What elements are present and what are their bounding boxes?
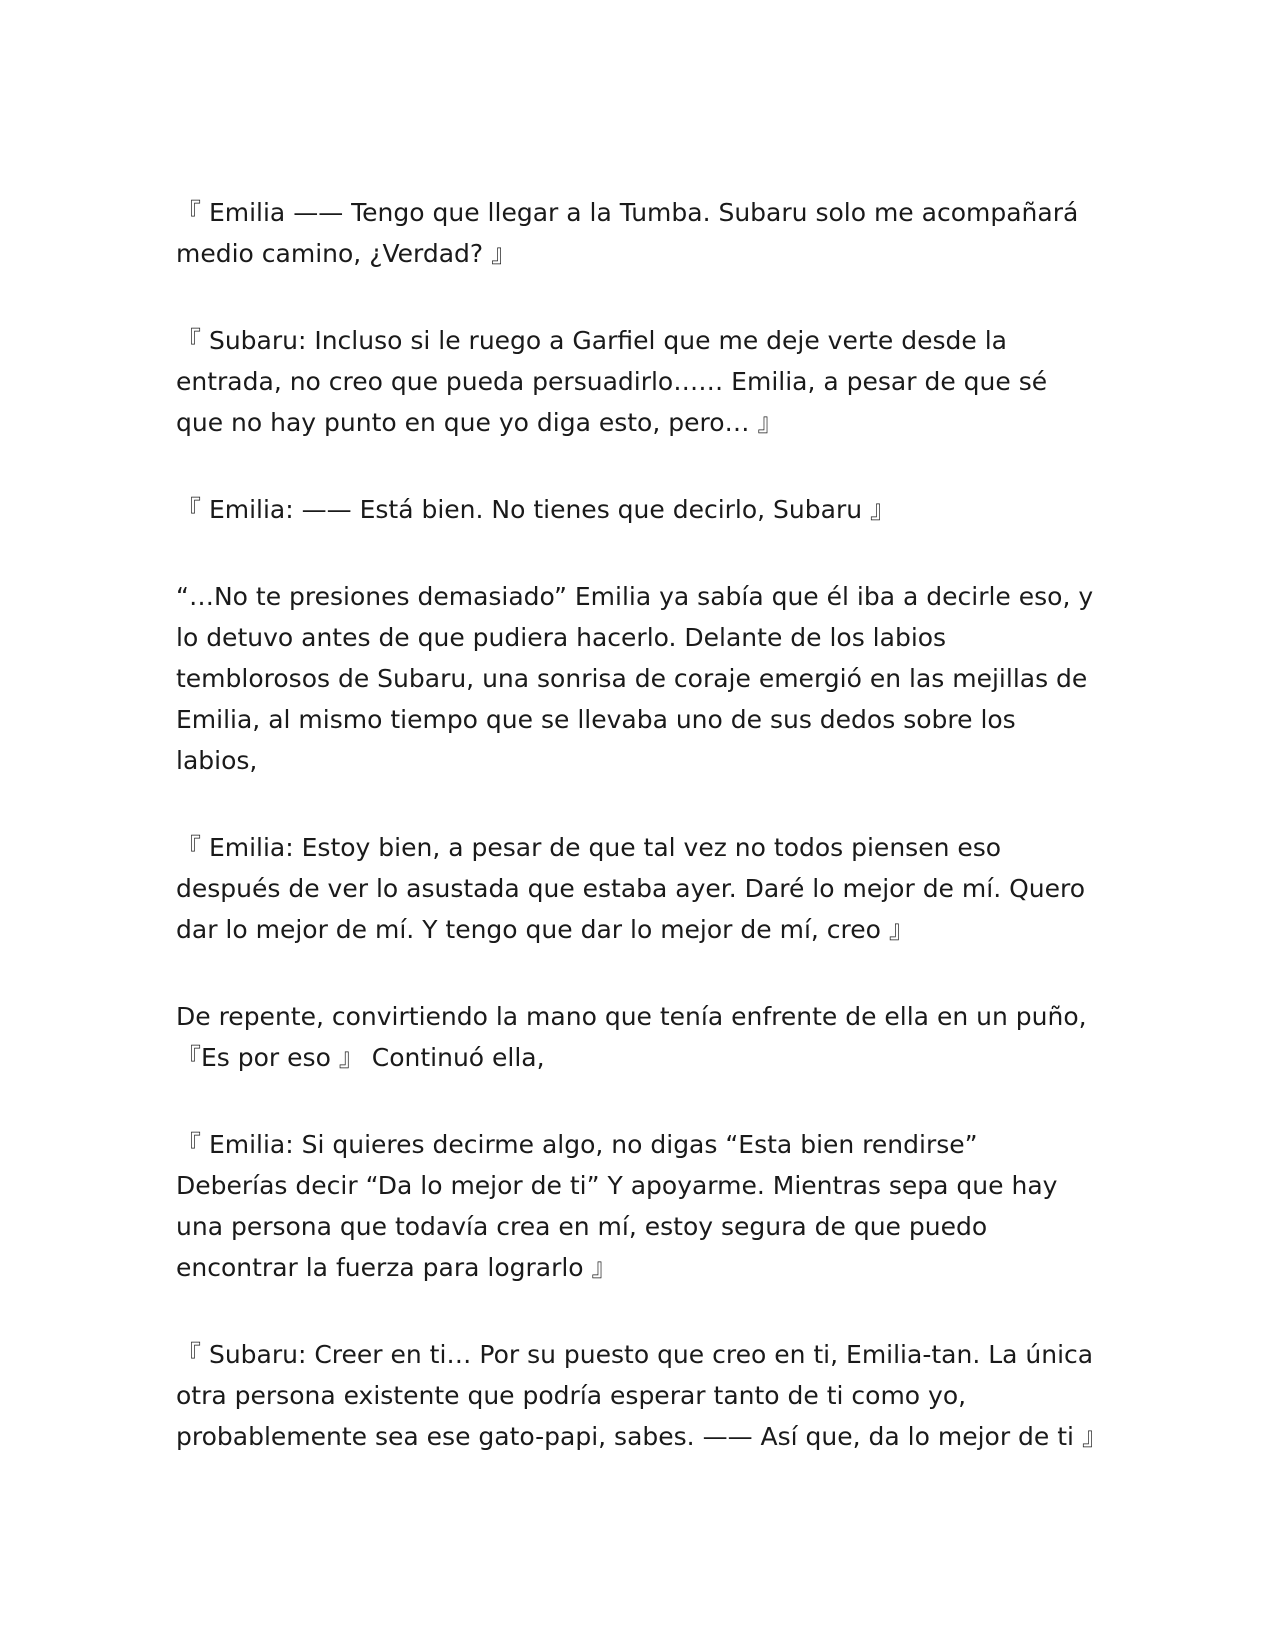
paragraph-emilia-esta-bien: 『 Emilia: —— Está bien. No tienes que decirlo, Subaru 』 bbox=[176, 495, 896, 524]
paragraph-subaru-creer: 『 Subaru: Creer en ti… Por su puesto que creo en ti, Emilia-tan. La única otra persona existente que podría esperar tanto de ti como yo, probablemente sea ese gato-papi, sabes. —— Así que, da lo mejor de ti 』 bbox=[176, 1340, 1107, 1451]
paragraph-emilia-apoyarme: 『 Emilia: Si quieres decirme algo, no digas “Esta bien rendirse” Deberías decir “Da lo mejor de ti” Y apoyarme. Mientras sepa que hay una persona que todavía crea en mí, estoy segura de que puedo encontrar la fuerza para lograrlo 』 bbox=[176, 1130, 1058, 1282]
paragraph-narration-presiones: “…No te presiones demasiado” Emilia ya sabía que él iba a decirle eso, y lo detuvo antes de que pudiera hacerlo. Delante de los labios temblorosos de Subaru, una sonrisa de coraje emergió en las mejillas de Emilia, al mismo tiempo que se llevaba uno de sus dedos sobre los labios, bbox=[176, 582, 1094, 775]
paragraph-narration-puno: De repente, convirtiendo la mano que tenía enfrente de ella en un puño, 『Es por eso 』 Continuó ella, bbox=[176, 1002, 1087, 1072]
paragraph-subaru-garfiel: 『 Subaru: Incluso si le ruego a Garfiel que me deje verte desde la entrada, no creo que pueda persuadirlo…… Emilia, a pesar de que sé que no hay punto en que yo diga esto, pero… 』 bbox=[176, 326, 1048, 437]
paragraph-emilia-tumba: 『 Emilia —— Tengo que llegar a la Tumba. Subaru solo me acompañará medio camino, ¿Verdad? 』 bbox=[176, 198, 1079, 268]
paragraph-emilia-estoy-bien: 『 Emilia: Estoy bien, a pesar de que tal vez no todos piensen eso después de ver lo asustada que estaba ayer. Daré lo mejor de mí. Quero dar lo mejor de mí. Y tengo que dar lo mejor de mí, creo 』 bbox=[176, 833, 1086, 944]
document-body bbox=[176, 192, 1107, 1457]
